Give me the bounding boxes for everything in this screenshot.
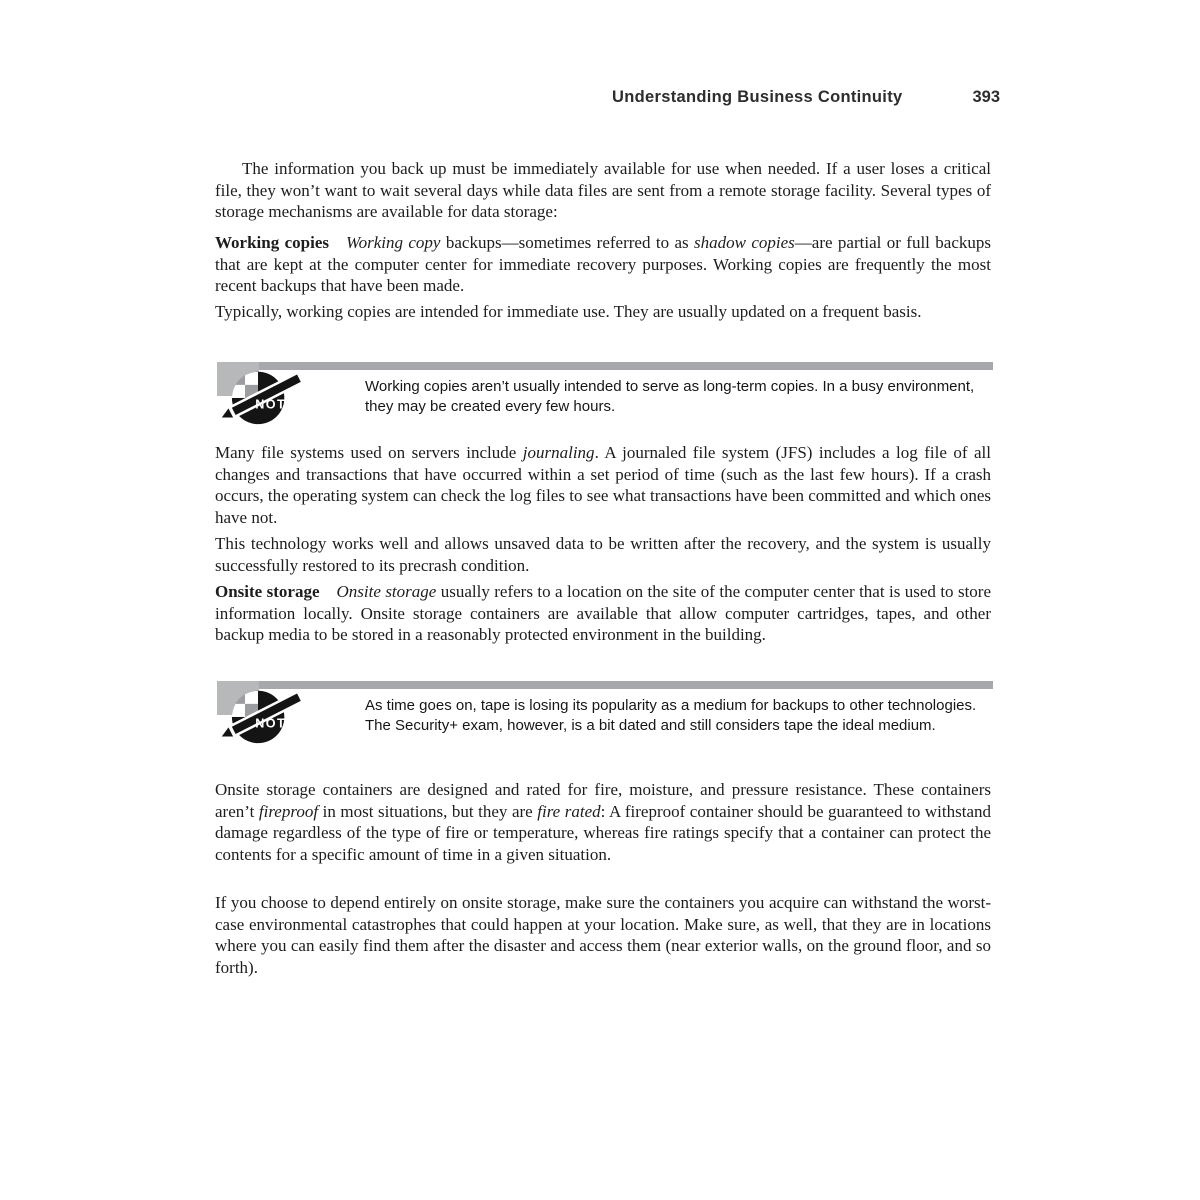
note-divider-bar <box>217 362 993 370</box>
note-label: NOTE <box>255 397 297 412</box>
body-paragraph: Typically, working copies are intended for immediate use. They are usually updated on a frequent basis. <box>215 302 922 321</box>
note-callout <box>213 679 995 771</box>
note-callout <box>213 360 995 452</box>
body-paragraph: The information you back up must be immediately available for use when needed. If a user loses a critical file, they won’t want to wait several days while data files are sent from a remote storage facility. Several types of storage mechanisms are available for data storage: <box>215 159 991 222</box>
section-title: Understanding Business Continuity <box>612 88 903 106</box>
note-divider-bar <box>217 681 993 689</box>
body-paragraph: Onsite storage containers are designed and rated for fire, moisture, and pressure resistance. These containers aren’t fireproof in most situations, but they are fire rated: A fireproof container should be guaranteed to withstand damage regardless of the type of fire or temperature, whereas fire ratings specify that a container can protect the contents for a specific amount of time in a given situation. <box>215 780 991 865</box>
note-label: NOTE <box>255 716 297 731</box>
note-pencil-icon <box>213 683 311 749</box>
body-paragraph: If you choose to depend entirely on onsite storage, make sure the containers you acquire can withstand the worst-case environmental catastrophes that could happen at your location. Make sure, as well, that they are in locations where you can easily find them after the disaster and access them (near exterior walls, on the ground floor, and so forth). <box>215 893 991 978</box>
note-text: Working copies aren’t usually intended to serve as long-term copies. In a busy environment, they may be created every few hours. <box>365 378 975 415</box>
note-pencil-icon <box>213 364 311 430</box>
note-text: As time goes on, tape is losing its popularity as a medium for backups to other technologies. The Security+ exam, however, is a bit dated and still considers tape the ideal medium. <box>365 697 977 734</box>
running-header <box>215 88 1000 107</box>
page-number: 393 <box>972 88 1000 106</box>
body-paragraph: Many file systems used on servers include journaling. A journaled file system (JFS) includes a log file of all changes and transactions that have occurred within a set period of time (such as the last few hours). If a crash occurs, the operating system can check the log files to see what transactions have been committed and which ones have not. <box>215 443 991 528</box>
body-paragraph: This technology works well and allows unsaved data to be written after the recovery, and the system is usually successfully restored to its precrash condition. <box>215 534 991 575</box>
body-paragraph-onsite-storage: Onsite storage Onsite storage usually refers to a location on the site of the computer center that is used to store information locally. Onsite storage containers are available that allow computer cartridges, tapes, and other backup media to be stored in a reasonably protected environment in the building. <box>215 582 991 645</box>
body-paragraph-working-copies: Working copies Working copy backups—sometimes referred to as shadow copies—are partial or full backups that are kept at the computer center for immediate recovery purposes. Working copies are frequently the most recent backups that have been made. <box>215 233 991 296</box>
